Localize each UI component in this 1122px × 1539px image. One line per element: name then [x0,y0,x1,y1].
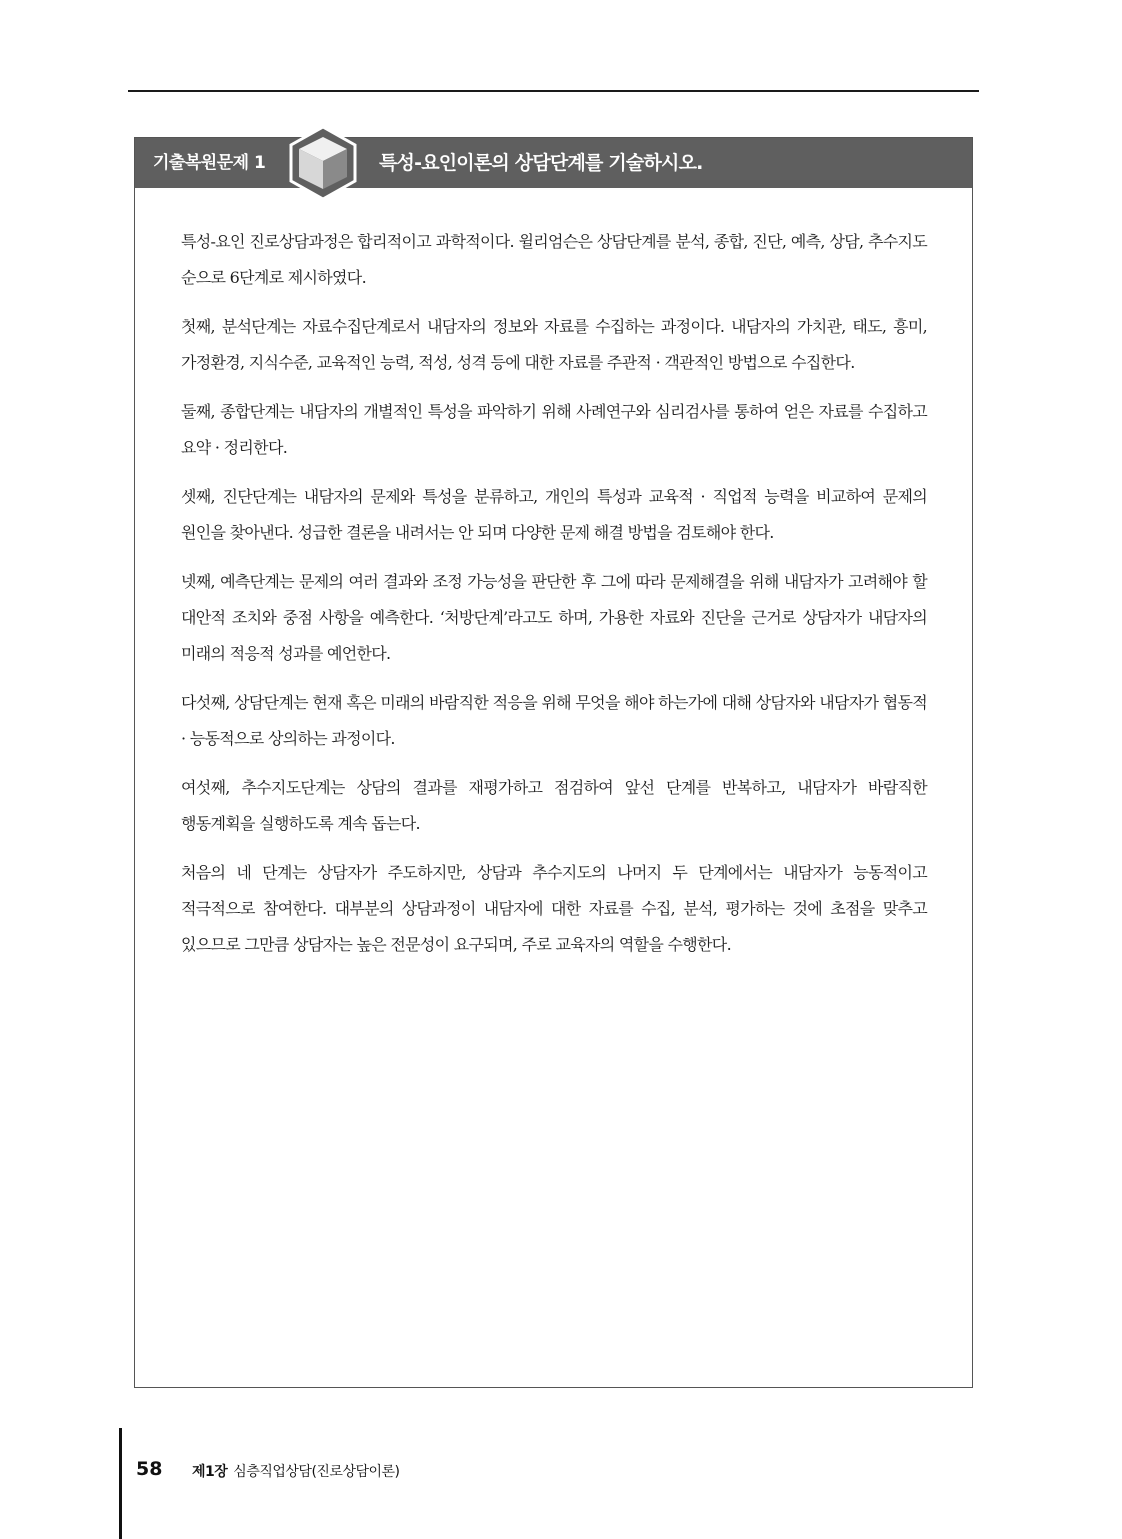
chapter-title: 심층직업상담(진로상담이론) [233,1464,400,1480]
cube-icon [285,125,361,201]
paragraph-intro: 특성-요인 진로상담과정은 합리적이고 과학적이다. 윌리엄슨은 상담단계를 분석, 종합, 진단, 예측, 상담, 추수지도 순으로 6단계로 제시하였다. [181,232,927,287]
paragraph-step-prognosis: 넷째, 예측단계는 문제의 여러 결과와 조정 가능성을 판단한 후 그에 따라 문제해결을 위해 내담자가 고려해야 할 대안적 조치와 중점 사항을 예측한다. ‘처방단계’라고도 하며, 가용한 자료와 진단을 근거로 상담자가 내담자의 미래의 적응적 성과를 예언한다. [181,572,927,663]
page-number: 58 [136,1458,163,1480]
paragraph-step-diagnosis: 셋째, 진단단계는 내담자의 문제와 특성을 분류하고, 개인의 특성과 교육적 · 직업적 능력을 비교하여 문제의 원인을 찾아낸다. 성급한 결론을 내려서는 안 되며 다양한 문제 해결 방법을 검토해야 한다. [181,487,927,542]
question-label: 기출복원문제 1 [153,153,266,173]
chapter-heading [192,1461,400,1481]
footer-rule [119,1428,122,1539]
answer-body [181,224,927,976]
question-title: 특성-요인이론의 상담단계를 기술하시오. [379,152,703,174]
paragraph-conclusion: 처음의 네 단계는 상담자가 주도하지만, 상담과 추수지도의 나머지 두 단계에서는 내담자가 능동적이고 적극적으로 참여한다. 대부분의 상담과정이 내담자에 대한 자료를 수집, 분석, 평가하는 것에 초점을 맞추고 있으므로 그만큼 상담자는 높은 전문성이 요구되며, 주로 교육자의 역할을 수행한다. [181,863,927,954]
question-header [135,138,972,188]
question-box [134,137,973,1388]
paragraph-step-followup: 여섯째, 추수지도단계는 상담의 결과를 재평가하고 점검하여 앞선 단계를 반복하고, 내담자가 바람직한 행동계획을 실행하도록 계속 돕는다. [181,778,927,833]
chapter-label: 제1장 [192,1464,228,1480]
paragraph-step-counseling: 다섯째, 상담단계는 현재 혹은 미래의 바람직한 적응을 위해 무엇을 해야 하는가에 대해 상담자와 내담자가 협동적 · 능동적으로 상의하는 과정이다. [181,693,927,748]
top-rule [128,90,979,92]
paragraph-step-analysis: 첫째, 분석단계는 자료수집단계로서 내담자의 정보와 자료를 수집하는 과정이다. 내담자의 가치관, 태도, 흥미, 가정환경, 지식수준, 교육적인 능력, 적성, 성격 등에 대한 자료를 주관적 · 객관적인 방법으로 수집한다. [181,317,927,372]
paragraph-step-synthesis: 둘째, 종합단계는 내담자의 개별적인 특성을 파악하기 위해 사례연구와 심리검사를 통하여 얻은 자료를 수집하고 요약 · 정리한다. [181,402,927,457]
